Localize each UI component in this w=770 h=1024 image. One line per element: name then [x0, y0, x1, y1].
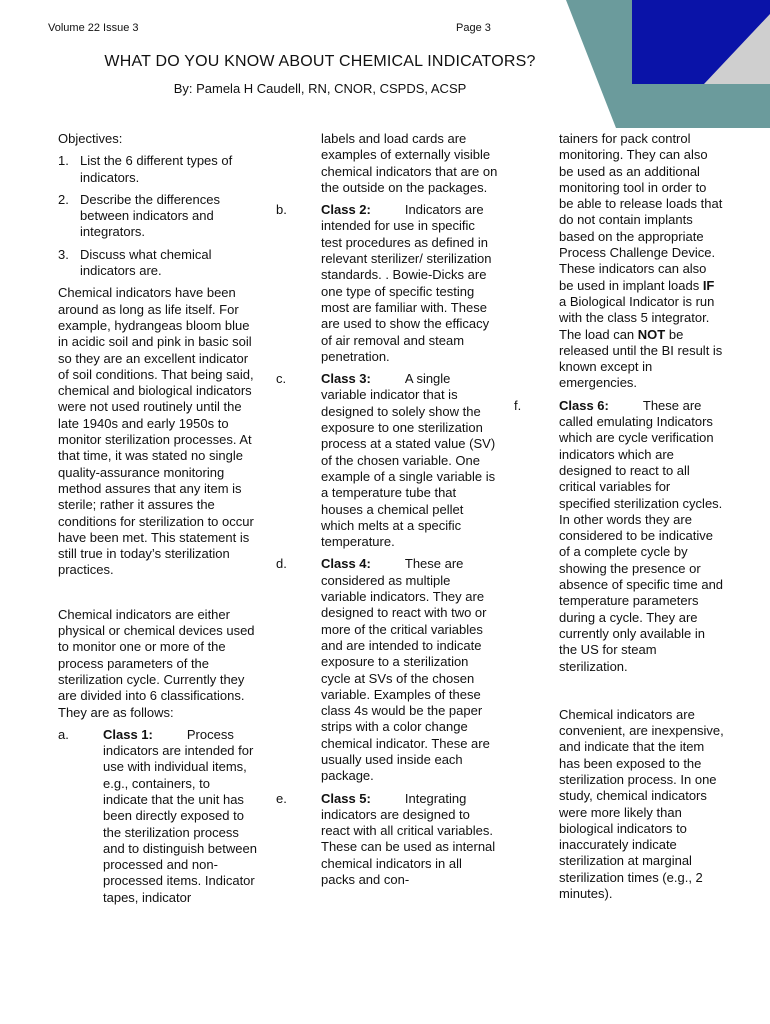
objectives-heading: Objectives: — [58, 131, 123, 146]
article-title: WHAT DO YOU KNOW ABOUT CHEMICAL INDICATORS? — [104, 53, 536, 70]
article-byline: By: Pamela H Caudell, RN, CNOR, CSPDS, ACSP — [173, 81, 467, 96]
column-2 — [276, 131, 498, 888]
objective-item-1: 1. List the 6 different types of indicators. — [58, 153, 233, 185]
class-4-label: Class 4: — [321, 556, 371, 572]
class-6-item: f. Class 6: These are called emulating Indicators which are cycle verification indicators which are designed to react to all critical variables for specified sterilization cycles. In other words they are considered to be indicative of a complete cycle by showing the presence or absence of specific time and temperature parameters during a cycle. They are currently only available in the US for steam sterilization. — [514, 397, 724, 674]
conclusion-block — [514, 707, 724, 903]
intro-paragraph: Chemical indicators have been around as long as life itself. For example, hydrangeas bloom blue in acidic soil and pink in basic soil so they are an excellent indicator of soil conditions. That being said, chemical and biological indicators were not used routinely until the late 1940s and early 1950s to monitor sterilization processes. At that time, it was stated no single quality-assurance monitoring method assures that any item is sterile; rather it assures the conditions for sterilization to occur have been met. This statement is still true in today’s sterilization practices. — [58, 285, 254, 578]
class-5-item: e. Class 5: Integrating indicators are designed to react with all critical variables. These can be used as internal chemical indicators in all packs and con- — [276, 790, 496, 888]
page-number: Page 3 — [456, 22, 491, 34]
objective-item-3: 3. Discuss what chemical indicators are. — [58, 246, 212, 279]
class-4-item: d. Class 4: These are considered as multiple variable indicators. They are designed to react with two or more of the critical variables and are intended to indicate exposure to a sterilization cycle at SVs of the chosen variable. Examples of these class 4s would be the paper strips with a color change chemical indicator. These are usually used inside each package. — [276, 556, 490, 784]
classes-intro-paragraph: Chemical indicators are either physical or chemical devices used to monitor one or more of the process parameters of the sterilization cycle. Currently they are divided into 6 classifications. They are as follows: — [58, 606, 255, 720]
class-1-item: a. Class 1: Process indicators are intended for use with individual items, e.g., containers, to indicate that the unit has been directly exposed to the sterilization process and to distinguish between processed and non-processed items. Indicator tapes, indicator — [58, 726, 257, 905]
class-6-label: Class 6: — [559, 397, 609, 413]
class-2-label: Class 2: — [321, 202, 371, 218]
class-5-label: Class 5: — [321, 790, 371, 806]
class-1-label: Class 1: — [103, 726, 153, 742]
column-1 — [58, 131, 258, 906]
class-1-continued: labels and load cards are examples of externally visible chemical indicators that are on the outside on the packages. — [321, 131, 498, 195]
class-5-continued: tainers for pack control monitoring. They can also be used as an additional monitoring tool in order to be able to release loads that do not contain implants based on the appropriate Process Challenge Device. These indicators can also be used in implant loads IF a Biological Indicator is run with the class 5 integrator. The load can NOT be released until the BI result is known except in emergencies. — [559, 131, 723, 391]
class-2-item: b. Class 2: Indicators are intended for use in specific test procedures as defined in relevant sterilizer/ sterilization standards. . Bowie-Dicks are one type of specific testing most are familiar with. These are used to show the efficacy of air removal and steam penetration. — [276, 202, 492, 364]
conclusion-paragraph: Chemical indicators are convenient, are inexpensive, and indicate that the item has been exposed to the sterilization process. In one study, chemical indicators were more likely than biological indicators to inaccurately indicate sterilization at marginal sterilization times (e.g., 2 minutes). — [559, 706, 724, 902]
column-3 — [514, 131, 724, 902]
class-3-label: Class 3: — [321, 371, 371, 387]
objective-item-2: 2. Describe the differences between indicators and integrators. — [58, 191, 220, 240]
volume-issue-label: Volume 22 Issue 3 — [48, 22, 139, 34]
class-3-item: c. Class 3: A single variable indicator that is designed to solely show the exposure to one sterilization process at a stated value (SV) of the chosen variable. One example of a single variable is a temperature tube that houses a chemical pellet which melts at a specific temperature. — [276, 371, 496, 550]
